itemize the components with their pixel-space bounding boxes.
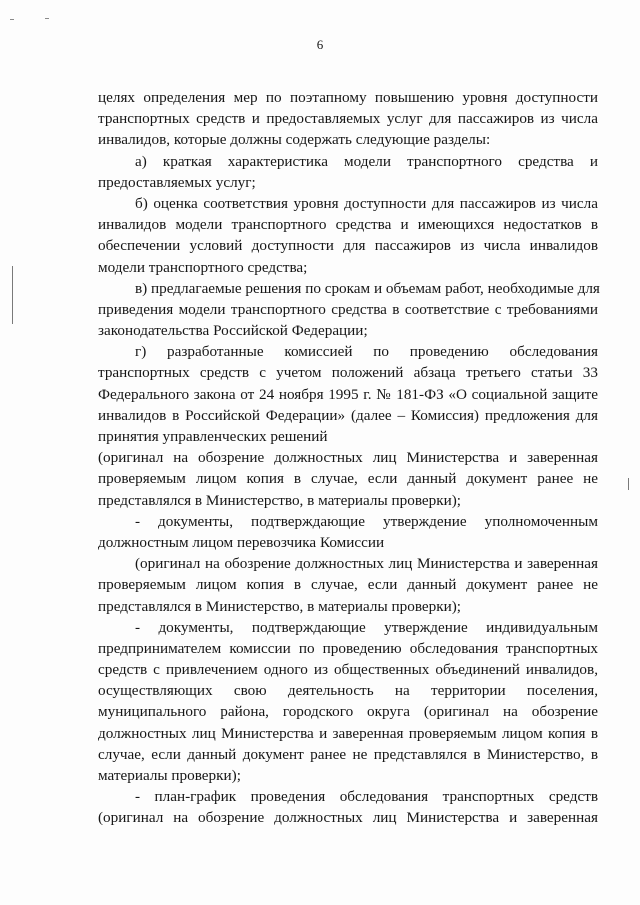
text-line: Федерального закона от 24 ноября 1995 г. № 181-ФЗ «О социальной защите bbox=[98, 385, 598, 403]
text-line: инвалидов в Российской Федерации» (далее – Комиссия) предложения для bbox=[98, 406, 598, 424]
text-line: инвалидов, которые должны содержать следующие разделы: bbox=[98, 131, 491, 149]
text-line: б) оценка соответствия уровня доступности для пассажиров из числа bbox=[135, 194, 598, 212]
text-line: целях определения мер по поэтапному повышению уровня доступности bbox=[98, 89, 598, 106]
text-line: предоставляемых услуг; bbox=[98, 173, 256, 191]
text-line: (оригинал на обозрение должностных лиц Министерства и заверенная bbox=[98, 809, 598, 827]
text-line: (оригинал на обозрение должностных лиц Министерства и заверенная bbox=[135, 555, 598, 573]
text-line: инвалидов модели транспортного средства и имеющихся недостатков в bbox=[98, 216, 598, 234]
text-line: - документы, подтверждающие утверждение индивидуальным bbox=[135, 618, 598, 636]
text-line: предпринимателем комиссии по проведению обследования транспортных bbox=[98, 639, 598, 657]
text-line: представлялся в Министерство, в материалы проверки); bbox=[98, 491, 462, 509]
text-line: принятия управленческих решений bbox=[98, 428, 328, 445]
text-line: случае, если данный документ ранее не представлялся в Министерство, в bbox=[98, 745, 598, 763]
text-line: г) разработанные комиссией по проведению обследования bbox=[135, 343, 598, 361]
text-line: а) краткая характеристика модели транспортного средства и bbox=[135, 152, 598, 170]
scan-artifact-right-margin bbox=[628, 478, 629, 490]
text-line: средств с привлечением одного из общественных объединений инвалидов, bbox=[98, 661, 598, 679]
scan-artifact-left-margin bbox=[12, 266, 13, 324]
text-line: муниципального района, городского округа (оригинал на обозрение bbox=[98, 703, 598, 721]
text-line: представлялся в Министерство, в материалы проверки); bbox=[98, 597, 462, 615]
page-number: 6 bbox=[316, 37, 324, 52]
scan-artifact-tick bbox=[45, 18, 49, 19]
text-line: в) предлагаемые решения по срокам и объемам работ, необходимые для bbox=[135, 279, 600, 297]
text-line: обеспечении условий доступности для пассажиров из числа инвалидов bbox=[98, 237, 598, 255]
text-line: должностным лицом перевозчика Комиссии bbox=[98, 533, 385, 551]
text-line: должностных лиц Министерства и заверенная проверяемым лицом копия в bbox=[98, 724, 598, 742]
text-line: транспортных средств и предоставляемых услуг для пассажиров из числа bbox=[98, 110, 598, 128]
text-line: проверяемым лицом копия в случае, если данный документ ранее не bbox=[98, 470, 598, 488]
text-line: приведения модели транспортного средства в соответствие с требованиями bbox=[98, 300, 598, 318]
text-line: - документы, подтверждающие утверждение уполномоченным bbox=[135, 512, 598, 530]
scan-artifact-tick bbox=[10, 19, 14, 20]
text-line: транспортных средств с учетом положений абзаца третьего статьи 33 bbox=[98, 364, 598, 382]
text-line: материалы проверки); bbox=[98, 767, 241, 784]
text-line: проверяемым лицом копия в случае, если данный документ ранее не bbox=[98, 576, 598, 594]
text-line: осуществляющих свою деятельность на территории поселения, bbox=[98, 682, 598, 700]
text-line: модели транспортного средства; bbox=[98, 258, 308, 276]
text-line: - план-график проведения обследования транспортных средств bbox=[135, 788, 598, 806]
text-line: законодательства Российской Федерации; bbox=[98, 322, 368, 340]
text-line: (оригинал на обозрение должностных лиц Министерства и заверенная bbox=[98, 449, 598, 467]
document-body bbox=[98, 87, 598, 829]
